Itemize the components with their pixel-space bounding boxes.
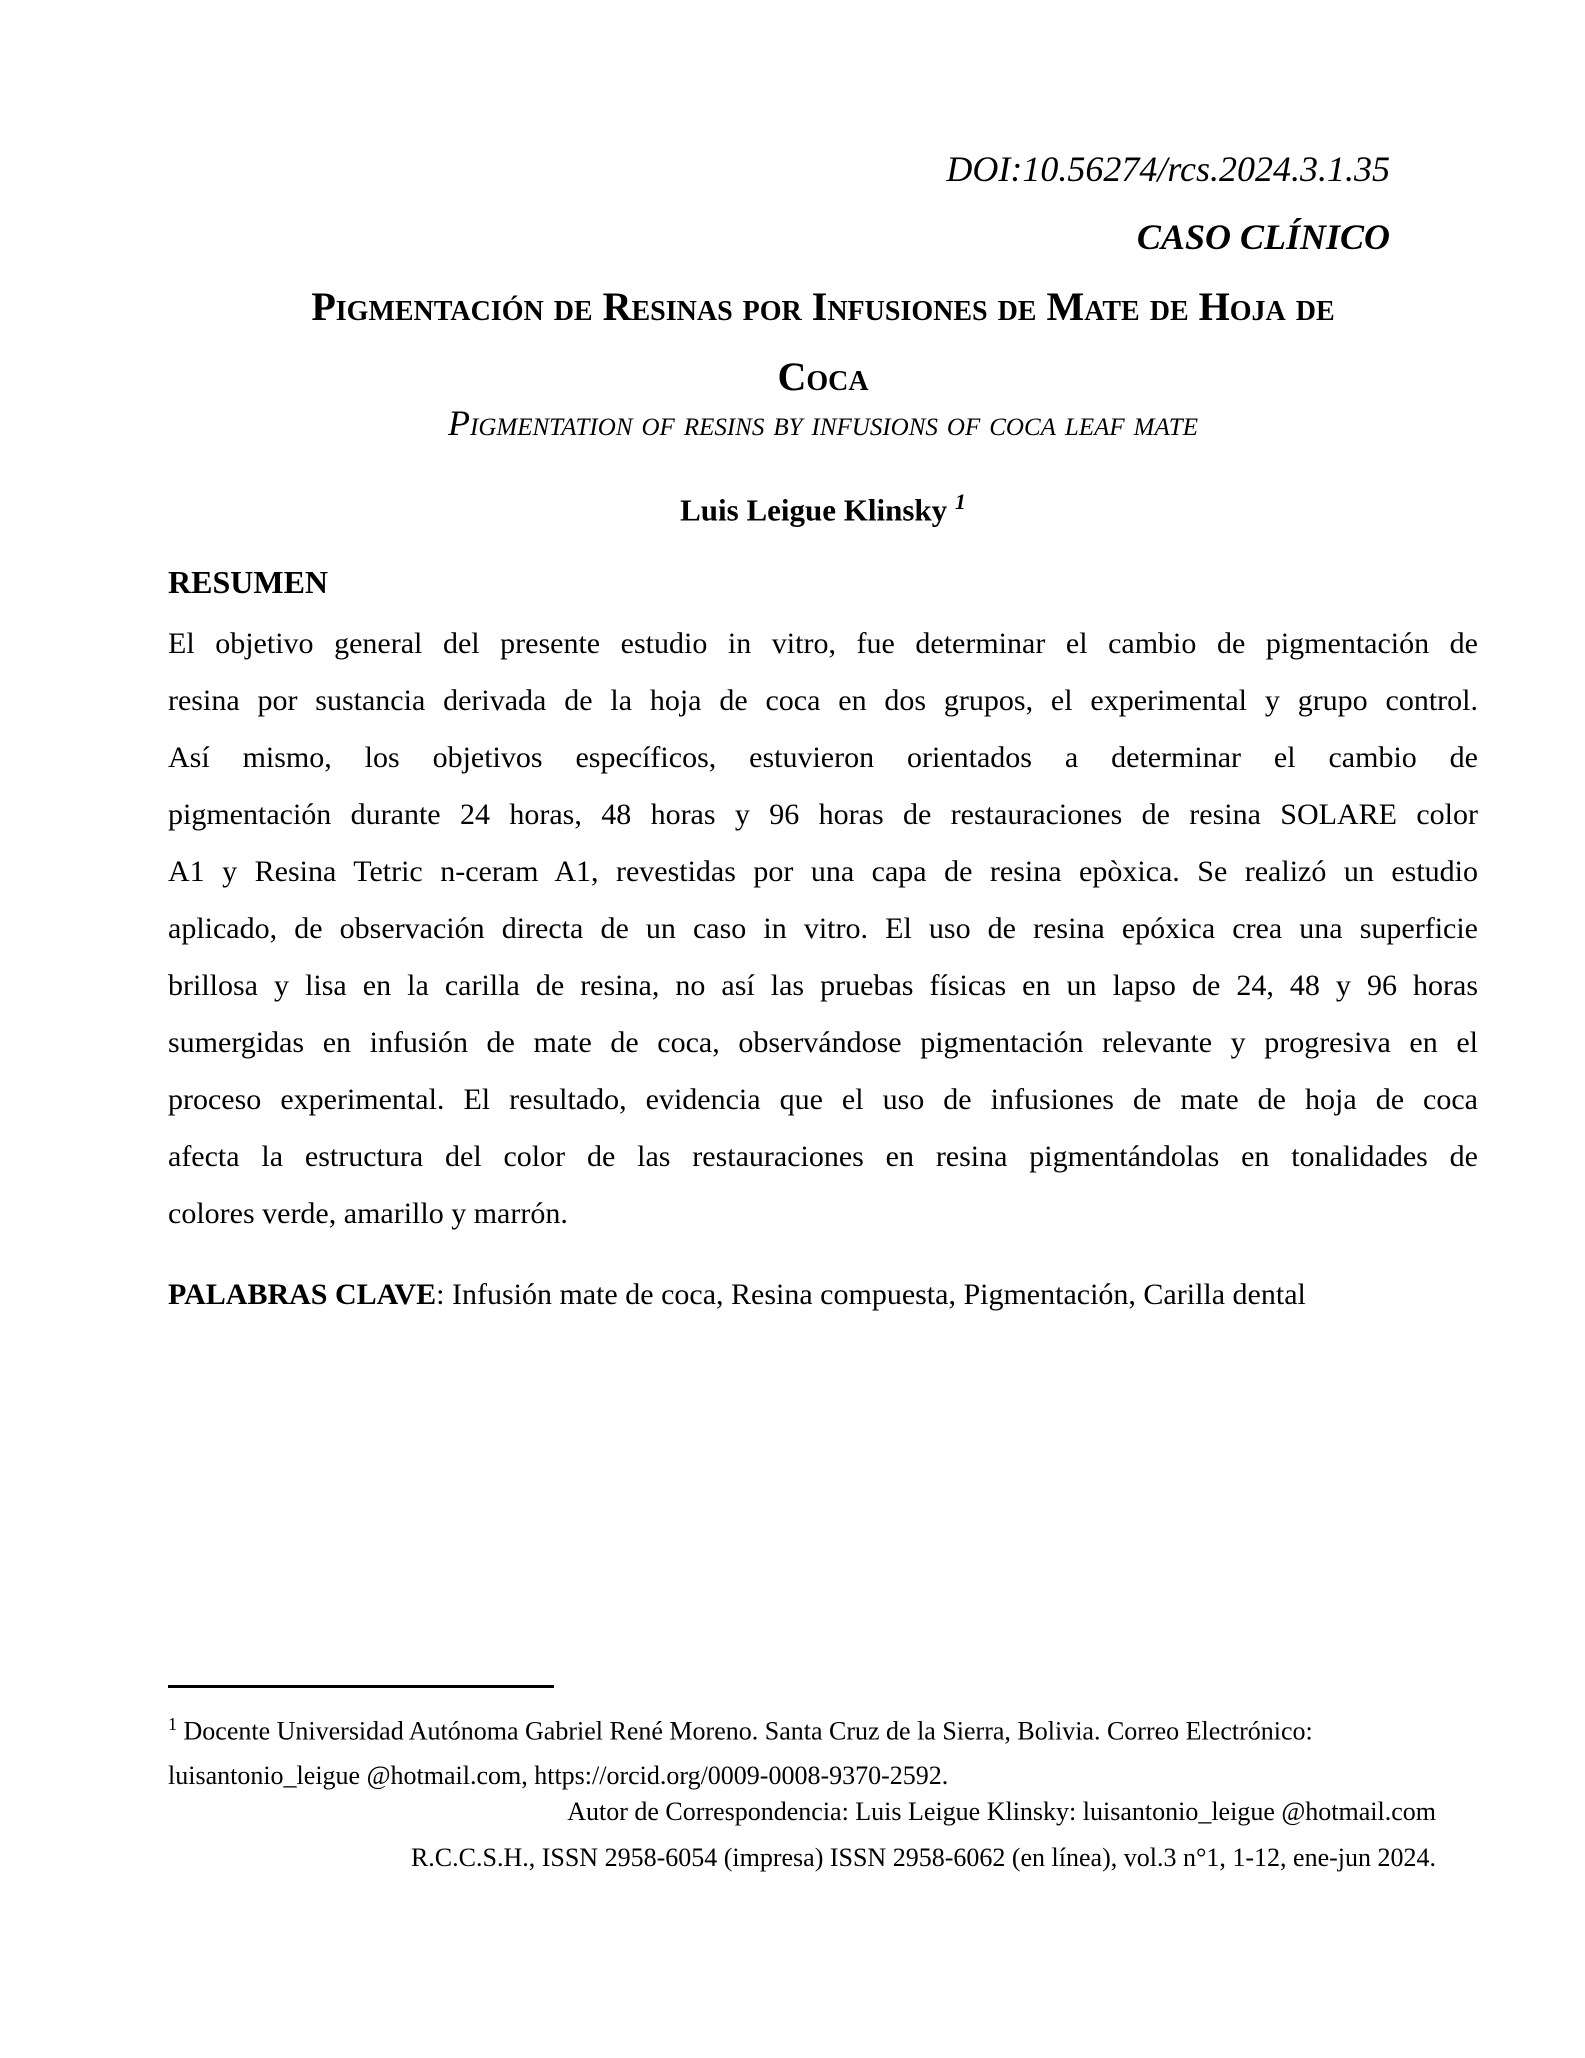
abstract-line: pigmentación durante 24 horas, 48 horas y 96 horas de restauraciones de resina SOLARE color <box>168 798 1478 831</box>
abstract-paragraph <box>168 615 1478 1242</box>
journal-line: R.C.C.S.H., ISSN 2958-6054 (impresa) ISSN 2958-6062 (en línea), vol.3 n°1, 1-12, ene-jun 2024. <box>410 1843 1436 1872</box>
abstract-heading: RESUMEN <box>168 564 329 600</box>
article-title-line-2: Coca <box>777 354 869 399</box>
abstract-line: afecta la estructura del color de las restauraciones en resina pigmentándolas en tonalidades de <box>168 1140 1478 1173</box>
correspondence-line: Autor de Correspondencia: Luis Leigue Klinsky: luisantonio_leigue @hotmail.com <box>567 1797 1436 1826</box>
author-affiliation-marker: 1 <box>954 489 966 514</box>
article-subtitle: Pigmentation of resins by infusions of coca leaf mate <box>448 403 1198 443</box>
footnote-text: Docente Universidad Autónoma Gabriel René Moreno. Santa Cruz de la Sierra, Bolivia. Correo Electrónico: luisantonio_leigue @hotmail.com, https://orcid.org/0009-0008-9370-2592. <box>168 1716 1313 1790</box>
abstract-line: aplicado, de observación directa de un caso in vitro. El uso de resina epóxica crea una superficie <box>168 912 1478 945</box>
doi-line: DOI:10.56274/rcs.2024.3.1.35 <box>946 149 1390 189</box>
abstract-line: resina por sustancia derivada de la hoja de coca en dos grupos, el experimental y grupo control. <box>168 684 1478 717</box>
keywords-text: : Infusión mate de coca, Resina compuesta, Pigmentación, Carilla dental <box>436 1278 1306 1311</box>
article-type-label: CASO CLÍNICO <box>1136 217 1390 257</box>
article-title <box>168 272 1478 412</box>
footnote <box>168 1702 1480 1798</box>
abstract-line: Así mismo, los objetivos específicos, estuvieron orientados a determinar el cambio de <box>168 741 1478 774</box>
author-name: Luis Leigue Klinsky <box>680 492 948 528</box>
footnote-marker: 1 <box>168 1714 177 1734</box>
abstract-line: El objetivo general del presente estudio in vitro, fue determinar el cambio de pigmentación de <box>168 627 1478 660</box>
abstract-line: sumergidas en infusión de mate de coca, observándose pigmentación relevante y progresiva en el <box>168 1026 1478 1059</box>
article-title-line-1: Pigmentación de Resinas por Infusiones de Mate de Hoja de <box>311 284 1335 329</box>
abstract-line: colores verde, amarillo y marrón. <box>168 1197 568 1230</box>
abstract-line: proceso experimental. El resultado, evidencia que el uso de infusiones de mate de hoja de coca <box>168 1083 1478 1116</box>
abstract-line: A1 y Resina Tetric n-ceram A1, revestidas por una capa de resina epòxica. Se realizó un estudio <box>168 855 1478 888</box>
keywords-line <box>168 1266 1478 1323</box>
author-line <box>168 482 1478 530</box>
abstract-line: brillosa y lisa en la carilla de resina, no así las pruebas físicas en un lapso de 24, 48 y 96 horas <box>168 969 1478 1002</box>
footnote-divider <box>168 1685 554 1688</box>
keywords-label: PALABRAS CLAVE <box>168 1278 437 1311</box>
